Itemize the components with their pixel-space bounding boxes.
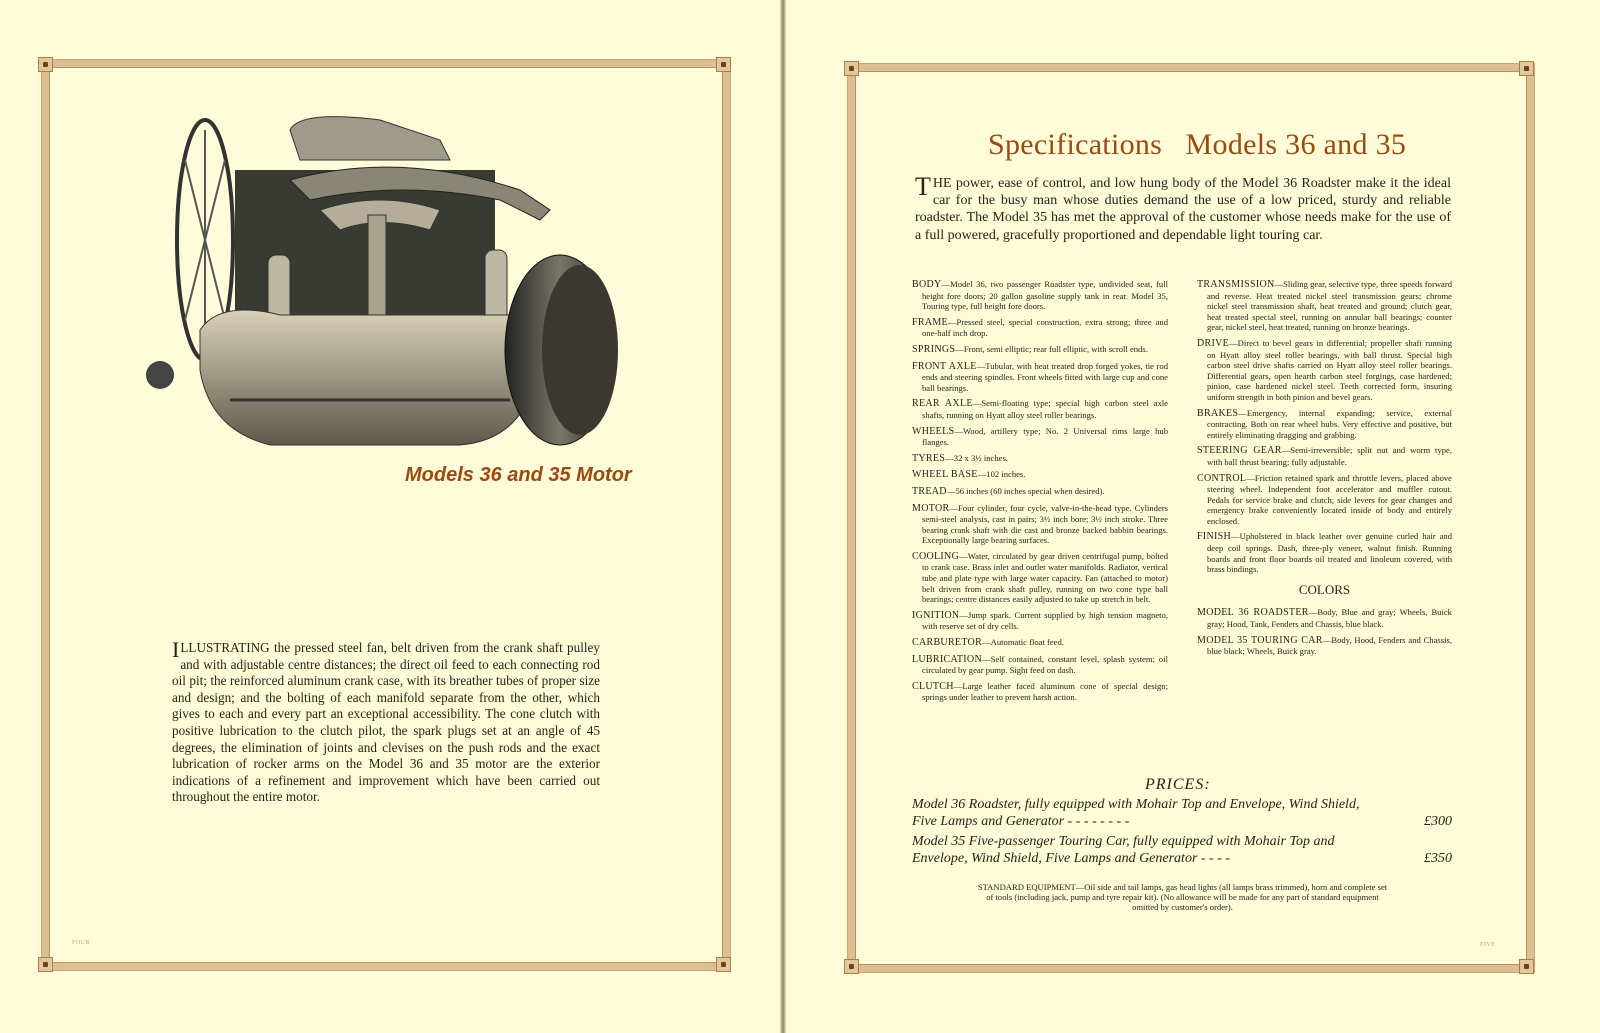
corner-ornament-icon bbox=[38, 57, 53, 72]
spec-key: STEERING GEAR bbox=[1197, 445, 1282, 457]
page-number: FIVE bbox=[1480, 942, 1496, 948]
lead-text: HE power, ease of control, and low hung body of the Model 36 Roadster make it the ideal car for the busy man whose duties demand the use of a low priced, sturdy and reliable roadster. The Model 35 has met the approval of the customer whose needs make for the use of a full powered, gracefully proportioned and dependable light touring car. bbox=[915, 176, 1451, 243]
spec-value: —Front, semi elliptic; rear full elliptic, with scroll ends. bbox=[955, 343, 1148, 354]
intro-text: LLUSTRATING the pressed steel fan, belt driven from the crank shaft pulley and with adjustable centre distances; the direct oil feed to each connecting rod oil pit; the reinforced aluminum crank case, with its breather tubes of proper size and design; and the bolting of each manifold separate from the other, which gives to each and every part an exceptional accessibility. The cone clutch with positive lubrication to the clutch pilot, the spark plugs set at an angle of 45 degrees, the elimination of joints and clevises on the push rods and the exact lubrication of rocker arms on the Model 36 and 35 motor are the exterior indications of a refinement and improvement which have been carried out throughout the entire motor. bbox=[172, 640, 600, 805]
illustration-caption: Models 36 and 35 Motor bbox=[405, 464, 632, 486]
page-number: FOUR bbox=[72, 940, 91, 946]
spec-value: —Body, Hood, Fenders and Chassis, blue black; Wheels, Buick gray. bbox=[1207, 634, 1452, 657]
spec-key: TRANSMISSION bbox=[1197, 279, 1275, 290]
price-amount: £350 bbox=[1424, 850, 1452, 866]
spec-item bbox=[912, 361, 1168, 394]
corner-ornament-icon bbox=[716, 957, 731, 972]
spec-item bbox=[912, 453, 1168, 465]
spec-key: FRAME bbox=[912, 316, 948, 328]
price-description: Model 35 Five-passenger Touring Car, fully equipped with Mohair Top and Envelope, Wind Shield, Five Lamps and Generator - - - - bbox=[912, 834, 1335, 866]
spec-item bbox=[912, 398, 1168, 420]
spec-value: —Automatic float feed. bbox=[982, 637, 1064, 648]
spec-value: —Four cylinder, four cycle, valve-in-the-head type. Cylinders semi-steel analysis, cast in pairs; 3½ inch bore; 3½ inch stroke. Three bearing crank shaft with die cast and bronze backed babbitt bearings. Exceptionally large bearing surfaces. bbox=[922, 502, 1168, 546]
lead-paragraph bbox=[915, 172, 1451, 244]
specs-left-column bbox=[912, 279, 1168, 708]
spec-item bbox=[1197, 473, 1452, 527]
spec-key: CONTROL bbox=[1197, 472, 1247, 484]
color-item bbox=[1197, 635, 1452, 657]
corner-ornament-icon bbox=[716, 57, 731, 72]
spec-value: —Wood, artillery type; No. 2 Universal rims large hub flanges. bbox=[922, 425, 1168, 448]
spec-value: —Large leather faced aluminum cone of special design; springs under leather to prevent harsh action. bbox=[922, 680, 1168, 703]
spec-item bbox=[912, 469, 1168, 481]
spec-value: —Pressed steel, special construction, extra strong; three and one-half inch drop. bbox=[922, 316, 1168, 339]
spec-value: —Body, Blue and gray; Wheels, Buick gray; Hood, Tank, Fenders and Chassis, blue black. bbox=[1207, 607, 1452, 630]
spec-key: FRONT AXLE bbox=[912, 360, 977, 372]
spec-item bbox=[1197, 338, 1452, 403]
spec-item bbox=[1197, 408, 1452, 441]
spec-item bbox=[912, 426, 1168, 448]
spec-item bbox=[1197, 531, 1452, 574]
spec-item bbox=[1197, 445, 1452, 467]
spec-item bbox=[912, 317, 1168, 339]
corner-ornament-icon bbox=[844, 959, 859, 974]
spec-value: —Water, circulated by gear driven centrifugal pump, bolted to crank case. Brass inlet and outlet water manifolds. Radiator, vertical tube and plate type with large water capacity. Fan (attached to motor) belt driven from crank shaft pulley, running on two cone type ball bearings; centre distances easily adjusted to take up stretch in belt. bbox=[922, 550, 1168, 605]
spec-value: —Self contained, constant level, splash system; oil circulated by gear pump. Sight feed on dash. bbox=[922, 653, 1168, 676]
spec-item bbox=[912, 503, 1168, 546]
spec-item bbox=[912, 344, 1168, 356]
spec-key: MODEL 36 ROADSTER bbox=[1197, 607, 1309, 619]
spec-item bbox=[912, 486, 1168, 498]
spec-key: BODY bbox=[912, 279, 942, 290]
spec-item bbox=[912, 654, 1168, 676]
color-item bbox=[1197, 607, 1452, 629]
spec-item bbox=[912, 637, 1168, 649]
spec-key: WHEEL BASE bbox=[912, 469, 978, 481]
standard-equipment-note: STANDARD EQUIPMENT—Oil side and tail lamps, gas head lights (all lamps brass trimmed), horn and complete set of tools (including jack, pump and tyre repair kit). (No allowance will be made for any part of standard equipment omitted by customer's order). bbox=[977, 882, 1388, 913]
corner-ornament-icon bbox=[38, 957, 53, 972]
intro-paragraph bbox=[172, 637, 600, 806]
corner-ornament-icon bbox=[844, 61, 859, 76]
spec-key: MODEL 35 TOURING CAR bbox=[1197, 634, 1323, 646]
spec-value: —56 inches (60 inches special when desired). bbox=[946, 485, 1105, 496]
spec-value: —Friction retained spark and throttle levers, placed above steering wheel. Independent foot accelerator and muffler cutout. Pedals for service brake and clutch; side levers for gear changes and emergency brake conveniently located inside of body and entirely enclosed. bbox=[1207, 472, 1452, 526]
spec-key: CARBURETOR bbox=[912, 637, 983, 649]
spec-key: TYRES bbox=[912, 452, 946, 464]
price-row bbox=[912, 834, 1452, 867]
spec-key: SPRINGS bbox=[912, 343, 956, 355]
spec-key: BRAKES bbox=[1197, 407, 1239, 419]
price-amount: £300 bbox=[1424, 813, 1452, 829]
spec-key: CLUTCH bbox=[912, 680, 954, 692]
spec-value: —Tubular, with heat treated drop forged yokes, tie rod ends and steering spindles. Front wheels fitted with large cup and cone ball bearings. bbox=[922, 360, 1168, 393]
spec-value: —Jump spark. Current supplied by high tension magneto, with reserve set of dry cells. bbox=[922, 609, 1168, 632]
prices-heading: PRICES: bbox=[1145, 776, 1211, 793]
spec-item bbox=[912, 681, 1168, 703]
spec-value: —Upholstered in black leather over genuine curled hair and deep coil springs. Dash, three-ply veneer, walnut finish. Running boards and front floor boards oil treated and linoleum covered, with brass bindings. bbox=[1207, 531, 1452, 575]
spec-item bbox=[1197, 279, 1452, 333]
spec-item bbox=[912, 551, 1168, 605]
spec-value: —32 x 3½ inches. bbox=[945, 452, 1008, 463]
corner-ornament-icon bbox=[1519, 61, 1534, 76]
spec-key: FINISH bbox=[1197, 531, 1232, 543]
price-description: Model 36 Roadster, fully equipped with Mohair Top and Envelope, Wind Shield, Five Lamps and Generator - - - - - - - - bbox=[912, 797, 1360, 829]
spec-value: —Model 36, two passenger Roadster type, undivided seat, full height fore doors; 20 gallon gasoline supply tank in rear. Model 35, Touring type, full height fore doors. bbox=[922, 279, 1168, 312]
corner-ornament-icon bbox=[1519, 959, 1534, 974]
spec-value: —Semi-floating type; special high carbon steel axle shafts, running on Hyatt alloy steel roller bearings. bbox=[922, 398, 1168, 420]
spec-value: —102 inches. bbox=[977, 469, 1026, 480]
spec-key: LUBRICATION bbox=[912, 653, 982, 665]
spec-key: IGNITION bbox=[912, 609, 960, 621]
price-row bbox=[912, 797, 1452, 830]
spec-item bbox=[912, 610, 1168, 632]
spec-item bbox=[912, 279, 1168, 312]
spec-value: —Emergency, internal expanding; service, external contracting. Both on rear wheel hubs. Very effective and positive, but entirely eliminating dragging and grabbing. bbox=[1207, 407, 1452, 440]
engine-illustration bbox=[140, 100, 620, 460]
spec-key: COOLING bbox=[912, 550, 960, 562]
spec-key: MOTOR bbox=[912, 502, 950, 514]
spec-value: —Direct to bevel gears in differential; propeller shaft running on Hyatt alloy steel roller bearings, with ball thrust. Special high carbon steel drive shafts carried on Hyatt alloy steel roller bearings. Differential gears, open hearth carbon steel forgings, case hardened; pinion, case hardened nickel steel. Teeth corrected form, insuring uniform strength in both pinion and bevel gears. bbox=[1207, 337, 1452, 402]
spec-key: TREAD bbox=[912, 485, 947, 497]
spec-value: —Semi-irreversible; split nut and worm type, with ball thrust bearing; fully adjustable. bbox=[1207, 445, 1452, 467]
book-gutter bbox=[780, 0, 786, 1033]
specs-right-column bbox=[1197, 279, 1452, 662]
spec-key: DRIVE bbox=[1197, 337, 1230, 349]
page-title: Specifications Models 36 and 35 bbox=[988, 128, 1407, 161]
colors-heading: COLORS bbox=[1298, 581, 1351, 597]
drop-cap: T bbox=[915, 172, 931, 201]
spec-value: —Sliding gear, selective type, three speeds forward and reverse. Heat treated nickel steel transmission gears; chrome nickel steel transmission shaft, heat treated and ground; clutch gear, heat treated special steel, running on annular ball bearings; counter gear, nickel steel, heat treated, running on bronze bearings. bbox=[1207, 279, 1452, 333]
spec-key: REAR AXLE bbox=[912, 398, 973, 410]
spec-key: WHEELS bbox=[912, 425, 955, 437]
drop-cap: I bbox=[172, 637, 180, 662]
